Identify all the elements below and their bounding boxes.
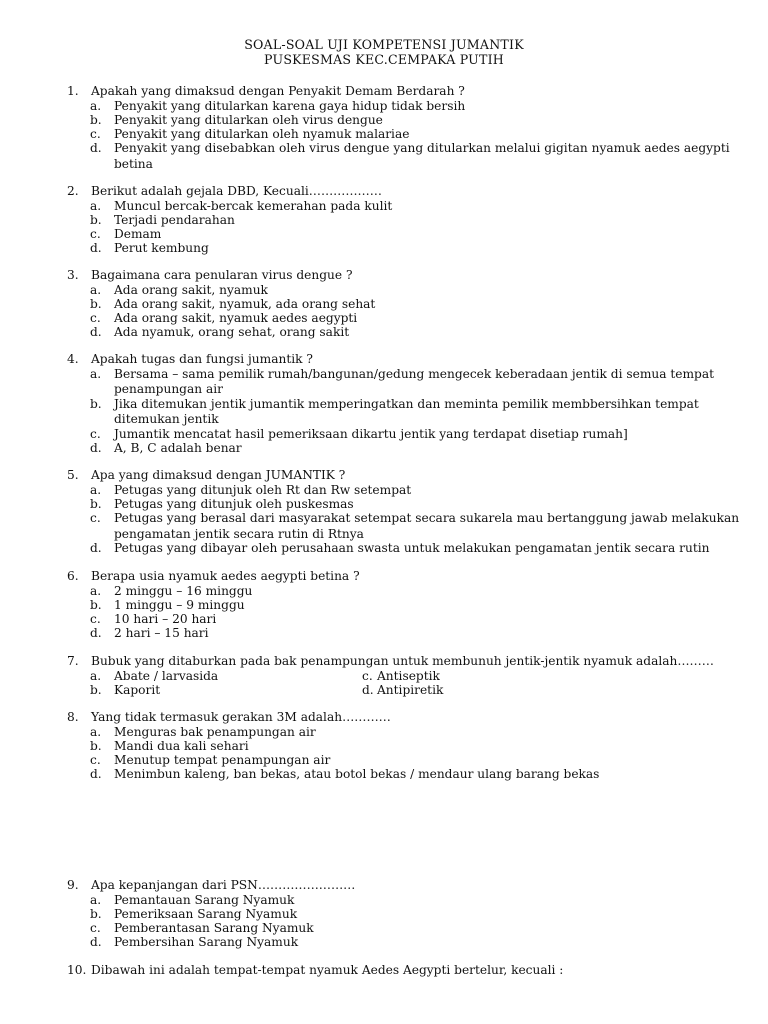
option-text: A, B, C adalah benar <box>114 441 242 455</box>
option-letter: a. <box>90 584 102 598</box>
question-number: 5. <box>67 468 79 482</box>
question-text: Berikut adalah gejala DBD, Kecuali……………… <box>91 184 382 198</box>
option-letter: b. <box>90 598 102 612</box>
option-text: Antiseptik <box>377 669 440 683</box>
option-text: Antipiretik <box>377 683 444 697</box>
question-number: 1. <box>67 84 79 98</box>
option-letter: c. <box>90 311 101 325</box>
option-text: Pembersihan Sarang Nyamuk <box>114 935 299 949</box>
question-number: 2. <box>67 184 79 198</box>
question-number: 9. <box>67 878 79 892</box>
option-text: Ada orang sakit, nyamuk aedes aegypti <box>114 311 358 325</box>
option-letter: c. <box>90 511 101 525</box>
option-text: Pemberantasan Sarang Nyamuk <box>114 921 314 935</box>
option-text: Abate / larvasida <box>114 669 219 683</box>
option-letter: c. <box>90 612 101 626</box>
option-text: Muncul bercak-bercak kemerahan pada kulit <box>114 199 393 213</box>
option-letter: d. <box>90 241 102 255</box>
option-letter: c. <box>90 127 101 141</box>
option-text: Demam <box>114 227 162 241</box>
option-letter: a. <box>90 99 102 113</box>
question-number: 4. <box>67 352 79 366</box>
option-letter: d. <box>90 935 102 949</box>
option-text: Penyakit yang disebabkan oleh virus dengue yang ditularkan melalui gigitan nyamuk aedes aegypti <box>114 141 730 155</box>
option-text-continuation: ditemukan jentik <box>114 412 219 426</box>
option-letter: d. <box>90 767 102 781</box>
page-subtitle: PUSKESMAS KEC.CEMPAKA PUTIH <box>264 52 504 67</box>
option-text: Petugas yang dibayar oleh perusahaan swasta untuk melakukan pengamatan jentik secara rutin <box>114 541 710 555</box>
option-letter: d. <box>90 441 102 455</box>
option-letter: a. <box>90 283 102 297</box>
question-number: 8. <box>67 710 79 724</box>
option-letter: d. <box>90 541 102 555</box>
option-text: Pemeriksaan Sarang Nyamuk <box>114 907 298 921</box>
option-letter: d. <box>90 325 102 339</box>
option-text: 2 hari – 15 hari <box>114 626 209 640</box>
option-text: Petugas yang berasal dari masyarakat setempat secara sukarela mau bertanggung jawab melakukan <box>114 511 740 525</box>
question-text: Berapa usia nyamuk aedes aegypti betina ? <box>91 569 360 583</box>
option-letter: b. <box>90 397 102 411</box>
option-letter: c. <box>90 921 101 935</box>
question-text: Bagaimana cara penularan virus dengue ? <box>91 268 353 282</box>
question-text: Dibawah ini adalah tempat-tempat nyamuk Aedes Aegypti bertelur, kecuali : <box>91 963 564 977</box>
option-text: Ada orang sakit, nyamuk, ada orang sehat <box>114 297 376 311</box>
option-text: Perut kembung <box>114 241 209 255</box>
question-number: 6. <box>67 569 79 583</box>
option-letter: c. <box>90 227 101 241</box>
option-letter: d. <box>362 683 374 697</box>
page-title: SOAL-SOAL UJI KOMPETENSI JUMANTIK <box>244 37 524 52</box>
question-number: 3. <box>67 268 79 282</box>
question-number: 7. <box>67 654 79 668</box>
option-text: Penyakit yang ditularkan oleh nyamuk malariae <box>114 127 410 141</box>
option-letter: c. <box>90 427 101 441</box>
option-text-continuation: pengamatan jentik secara rutin di Rtnya <box>114 527 364 541</box>
option-text: Menutup tempat penampungan air <box>114 753 331 767</box>
option-text: Bersama – sama pemilik rumah/bangunan/gedung mengecek keberadaan jentik di semua tempat <box>114 367 715 381</box>
option-letter: b. <box>90 213 102 227</box>
option-letter: b. <box>90 907 102 921</box>
question-text: Bubuk yang ditaburkan pada bak penampungan untuk membunuh jentik-jentik nyamuk adalah……… <box>91 654 714 668</box>
option-text: Terjadi pendarahan <box>114 213 235 227</box>
option-text: 2 minggu – 16 minggu <box>114 584 253 598</box>
option-text: Penyakit yang ditularkan karena gaya hidup tidak bersih <box>114 99 466 113</box>
option-letter: b. <box>90 297 102 311</box>
option-letter: d. <box>90 626 102 640</box>
option-letter: a. <box>90 893 102 907</box>
option-text: Petugas yang ditunjuk oleh puskesmas <box>114 497 354 511</box>
question-text: Apakah yang dimaksud dengan Penyakit Demam Berdarah ? <box>91 84 465 98</box>
option-letter: b. <box>90 113 102 127</box>
option-letter: c. <box>90 753 101 767</box>
option-text: Menimbun kaleng, ban bekas, atau botol bekas / mendaur ulang barang bekas <box>114 767 600 781</box>
option-text-continuation: betina <box>114 157 153 171</box>
option-text: Pemantauan Sarang Nyamuk <box>114 893 295 907</box>
option-text: Jika ditemukan jentik jumantik memperingatkan dan meminta pemilik membbersihkan tempat <box>114 397 699 411</box>
option-text: Mandi dua kali sehari <box>114 739 249 753</box>
question-text: Apakah tugas dan fungsi jumantik ? <box>91 352 313 366</box>
option-letter: a. <box>90 669 102 683</box>
option-text: Ada nyamuk, orang sehat, orang sakit <box>114 325 350 339</box>
option-letter: b. <box>90 683 102 697</box>
question-text: Apa kepanjangan dari PSN…………………… <box>91 878 356 892</box>
option-letter: a. <box>90 199 102 213</box>
option-text: 10 hari – 20 hari <box>114 612 217 626</box>
option-text-continuation: penampungan air <box>114 382 223 396</box>
option-letter: a. <box>90 483 102 497</box>
option-text: 1 minggu – 9 minggu <box>114 598 245 612</box>
question-text: Apa yang dimaksud dengan JUMANTIK ? <box>91 468 346 482</box>
question-number: 10. <box>67 963 87 977</box>
option-text: Jumantik mencatat hasil pemeriksaan dikartu jentik yang terdapat disetiap rumah] <box>114 427 628 441</box>
option-text: Penyakit yang ditularkan oleh virus dengue <box>114 113 383 127</box>
option-text: Petugas yang ditunjuk oleh Rt dan Rw setempat <box>114 483 412 497</box>
option-text: Kaporit <box>114 683 161 697</box>
option-letter: b. <box>90 497 102 511</box>
option-letter: d. <box>90 141 102 155</box>
option-letter: a. <box>90 367 102 381</box>
option-letter: c. <box>362 669 373 683</box>
option-text: Menguras bak penampungan air <box>114 725 316 739</box>
option-letter: a. <box>90 725 102 739</box>
option-text: Ada orang sakit, nyamuk <box>114 283 268 297</box>
question-text: Yang tidak termasuk gerakan 3M adalah………… <box>91 710 391 724</box>
option-letter: b. <box>90 739 102 753</box>
